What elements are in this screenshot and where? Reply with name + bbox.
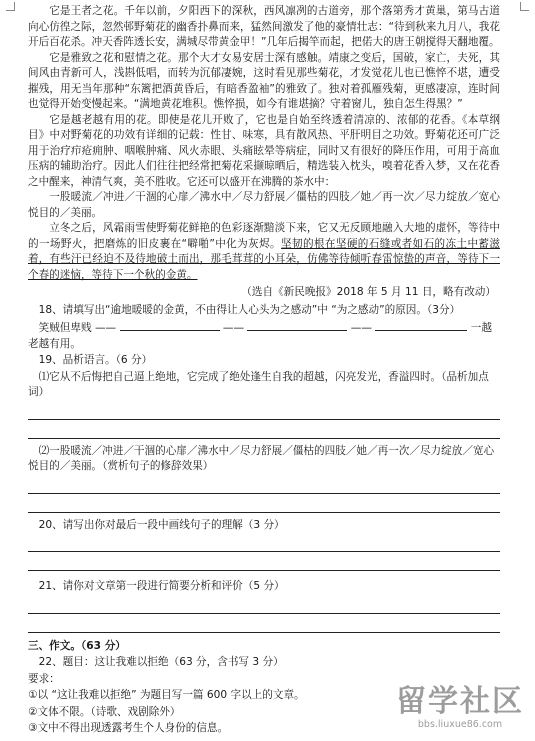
article-paragraph-2: 它是雅致之花和慰情之花。那个大才女易安居士深有感触。靖康之变后，国破，家亡，夫死，其间风由青新可人，浅斟低唱，而转为沉郁凄婉，这时看见那些菊花，才发觉花儿也已憔悴不堪，遭受摧残，用无当年那种“东篱把酒黄昏后，有暗香盈袖”的雅致了。独对着孤雁残菊，更感凄凉，连时间也觉得开始变慢起来。“满地黄花堆积。憔悴损，如今有谁堪摘？守着窗儿，独自怎生得黑？” [28,51,500,110]
answer-line-21a[interactable] [28,597,500,614]
question-18-fill-end: 一越老越有用。 [28,322,492,350]
question-19: 19、品析语言。（6 分） [38,354,153,366]
site-watermark [395,685,525,735]
article-paragraph-1: 它是王者之花。千年以前，夕阳西下的深秋，西风凛冽的古道旁，那个落第秀才黄巢，第马古道向心仿徨之际，忽然邨野菊花的幽香扑鼻而来，猛然间激发了他的豪情壮志：“待到秋来九月八，我花开后百花杀。冲天香阵透长安，满城尽带黄金甲！”几年后揭竿而起，把偌大的唐王朝搅得天翻地覆。 [28,5,500,48]
question-19-part-1: ⑴它从不后悔把自己逼上绝地，它完成了绝处逢生自我的超越，闪亮发光，香溢四时。（品析加点词） [28,370,489,398]
question-20: 20、请写出你对最后一段中画线句子的理解（3 分） [38,518,285,531]
composition-header: 三、作文。（63 分） [28,639,126,652]
requirement-1: ①以 “这让我难以拒绝” 为题目写一篇 600 字以上的文章。 [28,689,305,701]
question-21: 21、请你对文章第一段进行简要分析和评价（5 分） [38,580,285,592]
article-paragraph-5 [28,221,500,283]
watermark-url: bbs.liuxue86.com [417,719,503,730]
answer-line-19-1a[interactable] [28,403,500,420]
exam-page [28,4,500,737]
answer-line-19-1b[interactable] [28,422,500,439]
requirements-title: 要求： [28,672,60,685]
answer-line-19-2b[interactable] [28,496,500,513]
requirement-2: ②文体不限。（诗歌、戏剧除外） [28,705,181,718]
article-citation: （选自《新民晚报》2018 年 5 月 11 日，略有改动） [241,286,496,298]
article-paragraph-3: 它是越老越有用的花。即使是花儿开败了，它也是自始至终透着清凉的、浓郁的花香。《本草纲目》中对野菊花的功效有详细的记载：性甘、味寒，具有散风热、平肝明目之功效。野菊花还可广泛用于治疗疖疮痈肿、咽喉肿痛、风火赤眼、头痛眩晕等病症，同时又有很好的降压作用，可用于高血压病的辅助治疗。因此人们往往把经常把菊花采撷晾晒后，精选装入枕头，嗅着花香入梦，又在花香之中醒来，神清气爽，美不胜收。它还可以盛开在沸腾的茶水中： [28,113,500,188]
page-corner-mark-right [520,2,529,11]
fill-blank-1[interactable]: —— —— [95,322,244,334]
answer-line-20a[interactable] [28,535,500,552]
question-18-text: 18、请填写出“逾地暖暖的金黄，不由得让人心头为之感动”中 “为之感动”的原因。（3分） [38,303,461,316]
composition-prompt: 22、题目：这让我难以拒绝（63 分，含书写 3 分） [38,656,284,668]
question-18 [28,303,500,319]
answer-line-19-2a[interactable] [28,477,500,494]
answer-line-20b[interactable] [28,554,500,571]
watermark-logo-text: 留学社区 [396,684,524,719]
question-18-fill-start: 笑贼但卑贱 [38,322,92,334]
answer-line-21b[interactable] [28,616,500,633]
requirement-3: ③文中不得出现透露考生个人身份的信息。 [28,722,229,734]
question-19-part-2: ⑵一股暖流／冲进／干涸的心扉／沸水中／尽力舒展／僵枯的四肢／她／再一次／尽力绽放／宽心悦目的／美丽。（赏析句子的修辞效果） [28,444,495,472]
page-corner-mark-left [6,2,15,11]
article-paragraph-5-text: 立冬之后，风霜雨雪使野菊花鲜艳的色彩逐渐黯淡下来，它又无反顾地融入大地的虚怀，等待中的一场野火，把磨炼的旧皮裹在“噼啪”中化为灰烬。 [28,222,500,250]
question-18-fill-row [28,319,500,352]
underlined-sentence: 坚韧的根在坚硬的石缝或者如石的冻土中蓄滋着，有些汗已经迫不及待地破土而出，那毛茸茸的小耳朵，仿佛等待倾听春雷惊蛰的声音，等待下一个春的迷恼，等待下一个秋的金黄。 [28,237,500,281]
fill-blank-3[interactable] [375,322,467,334]
fill-blank-2[interactable]: —— [247,322,372,334]
article-paragraph-4: 一股暖流／冲进／干涸的心扉／沸水中／尽力舒展／僵枯的四肢／她／再一次／尽力绽放／宽心悦目的／美丽。 [28,191,500,219]
